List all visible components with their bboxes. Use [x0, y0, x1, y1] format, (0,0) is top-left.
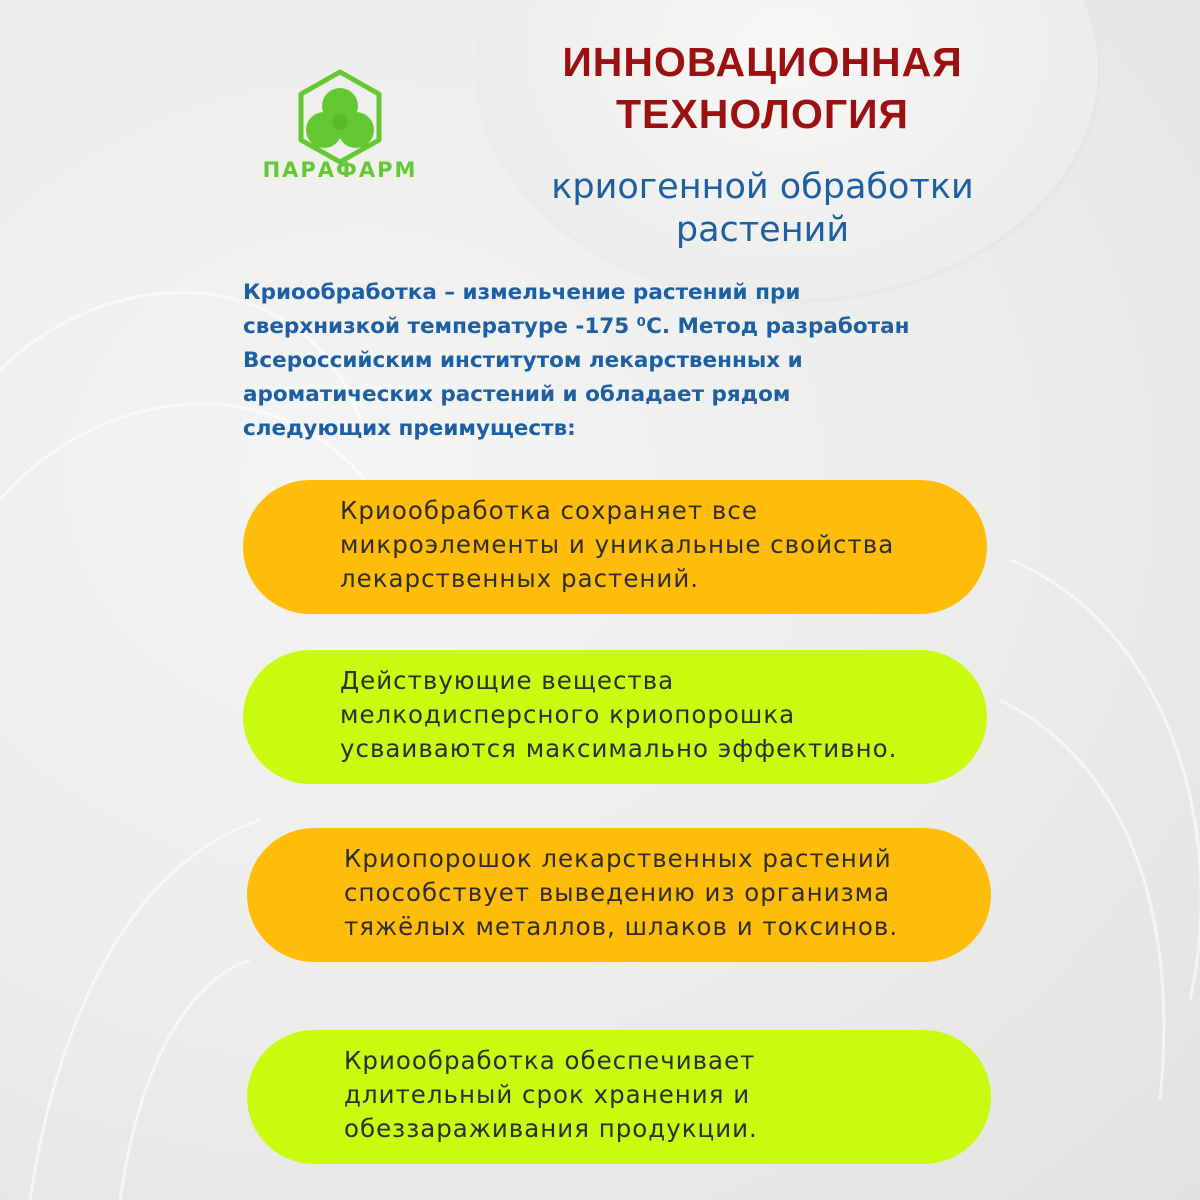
benefit-card-3: [247, 828, 991, 962]
benefit-line: тяжёлых металлов, шлаков и токсинов.: [344, 912, 899, 941]
benefit-line: Криообработка сохраняет все: [340, 496, 758, 525]
intro-line: Криообработка – измельчение растений при: [243, 280, 801, 305]
benefit-card-2: [243, 650, 987, 784]
benefit-card-1: [243, 480, 987, 614]
benefit-line: мелкодисперсного криопорошка: [340, 700, 796, 729]
subtitle-line: криогенной обработки: [551, 167, 974, 207]
benefit-line: длительный срок хранения и: [344, 1080, 751, 1109]
benefit-line: способствует выведению из организма: [344, 878, 891, 907]
intro-line: следующих преимуществ:: [243, 416, 576, 441]
benefit-card-4: [247, 1030, 991, 1164]
benefit-line: усваиваются максимально эффективно.: [340, 734, 898, 763]
title-line: ТЕХНОЛОГИЯ: [615, 91, 910, 137]
benefit-line: Действующие вещества: [340, 666, 675, 695]
intro-paragraph: [243, 276, 983, 446]
benefit-line: Криообработка обеспечивает: [344, 1046, 756, 1075]
subtitle-line: растений: [675, 210, 850, 250]
page-subtitle: [500, 166, 1025, 252]
title-line: ИННОВАЦИОННАЯ: [562, 39, 963, 85]
intro-line: сверхнизкой температуре -175 ⁰С. Метод разработан: [243, 314, 910, 339]
benefit-line: обеззараживания продукции.: [344, 1114, 758, 1143]
intro-line: ароматических растений и обладает рядом: [243, 382, 791, 407]
page-title: [500, 36, 1025, 140]
benefit-line: лекарственных растений.: [340, 564, 700, 593]
intro-line: Всероссийским институтом лекарственных и: [243, 348, 803, 373]
benefit-line: Криопорошок лекарственных растений: [344, 844, 892, 873]
brand-name: ПАРАФАРМ: [262, 158, 418, 182]
benefit-line: микроэлементы и уникальные свойства: [340, 530, 895, 559]
